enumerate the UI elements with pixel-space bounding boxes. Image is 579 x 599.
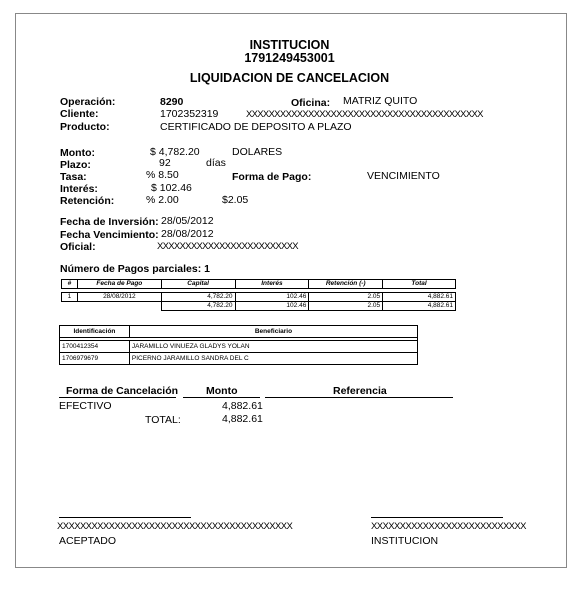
forma-pago-label: Forma de Pago: — [232, 171, 312, 183]
operacion-value: 8290 — [160, 96, 184, 108]
retencion-label: Retención: — [60, 195, 115, 207]
payments-header-cell: Retención (-) — [309, 280, 383, 289]
oficial-label: Oficial: — [60, 241, 96, 253]
fecha-vencimiento-label: Fecha Vencimiento: — [60, 229, 159, 241]
payments-totals-row — [62, 302, 456, 311]
signature-line-left — [59, 517, 191, 518]
signature-name-left: XXXXXXXXXXXXXXXXXXXXXXXXXXXXXXXXXXXXXXXXX — [57, 521, 293, 532]
total-label: TOTAL: — [145, 414, 181, 426]
operacion-label: Operación: — [60, 96, 116, 108]
forma-cancelacion-header: Forma de Cancelación — [66, 385, 179, 397]
beneficiary-id: 1706979679 — [60, 353, 130, 365]
monto-label: Monto: — [60, 147, 95, 159]
interes-label: Interés: — [60, 183, 98, 195]
header-underline — [59, 397, 176, 398]
payments-header-cell: Total — [383, 280, 456, 289]
oficial-value: XXXXXXXXXXXXXXXXXXXXXXXXX — [157, 241, 298, 252]
monto-value: $ 4,782.20 — [150, 146, 200, 158]
retencion-pct: % 2.00 — [146, 194, 179, 206]
producto-value: CERTIFICADO DE DEPOSITO A PLAZO — [160, 121, 352, 133]
table-row — [60, 353, 418, 365]
payment-interest: 102.46 — [235, 293, 309, 302]
payment-date: 28/08/2012 — [77, 293, 161, 302]
beneficiaries-header-cell: Identificación — [60, 326, 130, 338]
document-title: LIQUIDACION DE CANCELACION — [189, 71, 390, 85]
payments-header-cell: Fecha de Pago — [77, 280, 161, 289]
fecha-inversion-label: Fecha de Inversión: — [60, 216, 159, 228]
beneficiary-id: 1700412354 — [60, 341, 130, 353]
retencion-amount: $2.05 — [222, 194, 249, 206]
payments-header-cell: Capital — [161, 280, 235, 289]
total-interest: 102.46 — [235, 302, 309, 311]
producto-label: Producto: — [60, 121, 110, 133]
oficina-label: Oficina: — [291, 97, 331, 109]
beneficiary-name: PICERNO JARAMILLO SANDRA DEL C — [129, 353, 417, 365]
interes-value: $ 102.46 — [151, 182, 192, 194]
cliente-label: Cliente: — [60, 108, 99, 120]
beneficiaries-header-cell: Beneficiario — [129, 326, 417, 338]
table-row — [62, 293, 456, 302]
institution-ruc: 1791249453001 — [244, 51, 335, 65]
plazo-unit: días — [206, 157, 226, 169]
referencia-header: Referencia — [333, 385, 387, 397]
payments-title: Número de Pagos parciales: 1 — [60, 263, 210, 275]
cliente-name: XXXXXXXXXXXXXXXXXXXXXXXXXXXXXXXXXXXXXXXXXX — [246, 109, 483, 120]
forma-pago-value: VENCIMIENTO — [367, 170, 440, 182]
cliente-id: 1702352319 — [160, 108, 219, 120]
header-underline — [265, 397, 453, 398]
plazo-value: 92 — [159, 157, 171, 169]
moneda-value: DOLARES — [232, 146, 283, 158]
total-capital: 4,782.20 — [161, 302, 235, 311]
beneficiaries-table — [59, 325, 418, 365]
tasa-value: % 8.50 — [146, 169, 179, 181]
institution-title: INSTITUCION — [249, 38, 330, 52]
plazo-label: Plazo: — [60, 159, 91, 171]
payment-number: 1 — [62, 293, 78, 302]
signature-label-right: INSTITUCION — [371, 535, 439, 547]
payments-header-row — [62, 280, 456, 289]
cancellation-method: EFECTIVO — [59, 400, 112, 412]
total-amount: 4,882.61 — [383, 302, 456, 311]
total-retention: 2.05 — [309, 302, 383, 311]
payments-header-cell: # — [62, 280, 78, 289]
oficina-value: MATRIZ QUITO — [343, 95, 418, 107]
signature-label-left: ACEPTADO — [59, 535, 116, 547]
fecha-inversion-value: 28/05/2012 — [161, 215, 214, 227]
tasa-label: Tasa: — [60, 171, 87, 183]
payment-total: 4,882.61 — [383, 293, 456, 302]
payment-retention: 2.05 — [309, 293, 383, 302]
signature-name-right: XXXXXXXXXXXXXXXXXXXXXXXXXXX — [371, 521, 526, 532]
cancellation-method-amount: 4,882.61 — [222, 400, 263, 412]
total-amount-value: 4,882.61 — [222, 413, 263, 425]
monto-header: Monto — [206, 385, 238, 397]
table-row — [60, 341, 418, 353]
fecha-vencimiento-value: 28/08/2012 — [161, 228, 214, 240]
payments-table — [61, 279, 456, 311]
beneficiary-name: JARAMILLO VINUEZA GLADYS YOLAN — [129, 341, 417, 353]
payment-capital: 4,782.20 — [161, 293, 235, 302]
payments-header-cell: Interés — [235, 280, 309, 289]
signature-line-right — [371, 517, 503, 518]
beneficiaries-header-row — [60, 326, 418, 338]
header-underline — [183, 397, 260, 398]
